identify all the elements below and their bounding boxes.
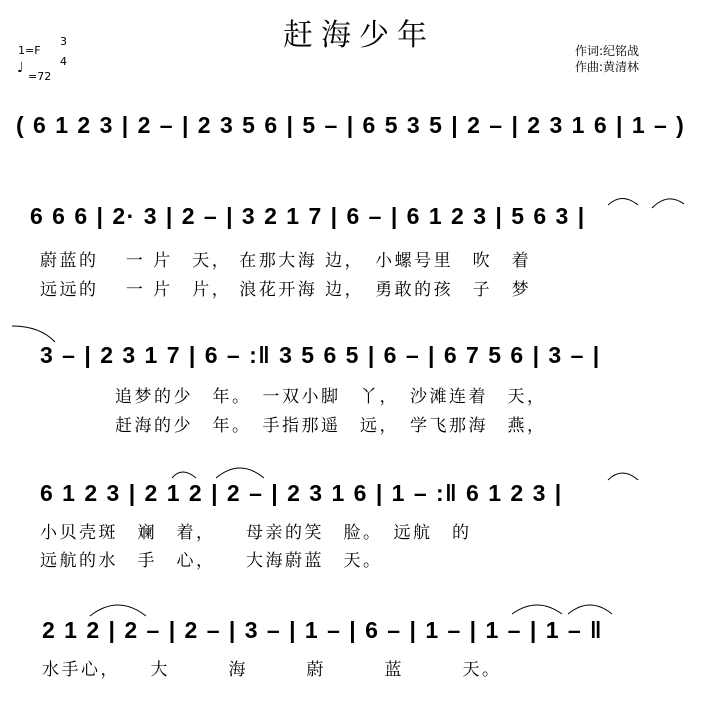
tie-arc — [608, 199, 638, 206]
tie-arc — [216, 468, 264, 478]
quarter-note-icon: ♩ — [17, 60, 24, 76]
notation-line: 6 1 2 3 | 2 1 2 | 2 – | 2 3 1 6 | 1 – :‖ 6 1 2 3 | — [40, 480, 563, 506]
notation-line: 3 – | 2 3 1 7 | 6 – :‖ 3 5 6 5 | 6 – | 6 7 5 6 | 3 – | — [40, 342, 601, 368]
tempo-marking: =72 — [28, 70, 52, 83]
lyric-line-1: 蔚蓝的 一 片 天， 在那大海 边， 小螺号里 吹 着 — [40, 251, 532, 271]
key-signature: 1=F — [18, 44, 41, 57]
lyricist-credit: 作词:纪铭战 — [575, 44, 640, 58]
composer-credit: 作曲:黄清林 — [575, 60, 640, 74]
tie-arc — [652, 199, 684, 208]
lyric-line-1: 追梦的少 年。 一双小脚 丫， 沙滩连着 天， — [115, 387, 547, 407]
notation-line: ( 6 1 2 3 | 2 – | 2 3 5 6 | 5 – | 6 5 3 5 | 2 – | 2 3 1 6 | 1 – ) — [16, 112, 686, 138]
lyric-line-2: 远远的 一 片 片， 浪花开海 边， 勇敢的孩 子 梦 — [40, 280, 532, 300]
tie-arc — [568, 605, 612, 614]
tie-arc — [172, 472, 196, 478]
time-signature-top: 3 — [60, 35, 67, 48]
song-title: 赶海少年 — [283, 18, 435, 53]
time-signature-bottom: 4 — [60, 55, 67, 68]
lyric-line-2: 赶海的少 年。 手指那遥 远， 学飞那海 燕， — [115, 416, 547, 436]
tie-arc — [90, 605, 146, 616]
tie-arc — [608, 473, 638, 480]
notation-line: 2 1 2 | 2 – | 2 – | 3 – | 1 – | 6 – | 1 – | 1 – | 1 – ‖ — [42, 617, 603, 643]
lyric-line-2: 远航的水 手 心， 大海蔚蓝 天。 — [40, 551, 383, 571]
notation-line: 6 6 6 | 2· 3 | 2 – | 3 2 1 7 | 6 – | 6 1 2 3 | 5 6 3 | — [30, 203, 586, 229]
tie-arc — [12, 326, 55, 342]
tie-arc — [512, 605, 562, 614]
lyric-line-1: 水手心， 大 海 蔚 蓝 天。 — [42, 660, 502, 680]
lyric-line-1: 小贝壳斑 斓 着， 母亲的笑 脸。 远航 的 — [40, 523, 472, 543]
